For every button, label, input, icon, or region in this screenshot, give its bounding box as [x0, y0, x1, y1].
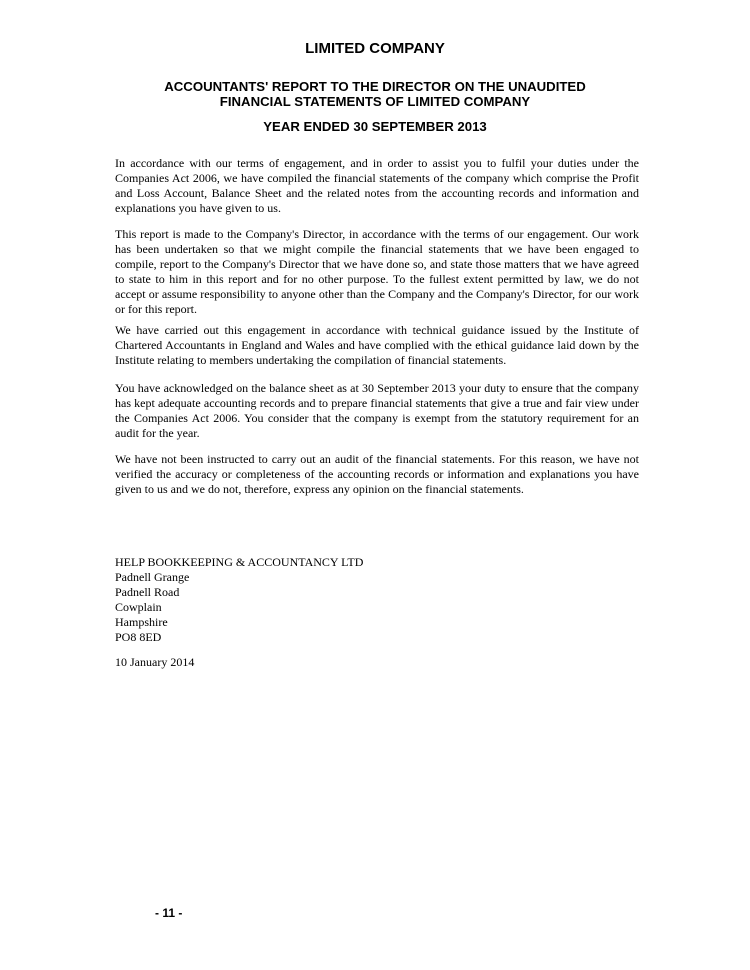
- paragraph-acknowledgement: You have acknowledged on the balance sheet as at 30 September 2013 your duty to ensure that the company has kept adequate accounting records and to prepare financial statements that give a true and fair view under the Companies Act 2006. You consider that the company is exempt from the statutory requirement for an audit for the year.: [115, 381, 639, 440]
- page-number: - 11 -: [155, 906, 183, 920]
- address-line: Hampshire: [115, 615, 168, 629]
- paragraph-no-audit: We have not been instructed to carry out an audit of the financial statements. For this reason, we have not verified the accuracy or completeness of the accounting records or information and explanations you have given to us and we do not, therefore, express any opinion on the financial statements.: [115, 452, 639, 496]
- paragraph-engagement: In accordance with our terms of engagement, and in order to assist you to fulfil your duties under the Companies Act 2006, we have compiled the financial statements of the company which comprise the Profit and Loss Account, Balance Sheet and the related notes from the accounting records and information and explanations you have given to us.: [115, 156, 639, 215]
- period-heading: YEAR ENDED 30 SEPTEMBER 2013: [263, 119, 487, 134]
- address-postcode: PO8 8ED: [115, 630, 162, 644]
- address-line: Padnell Road: [115, 585, 180, 599]
- report-date: 10 January 2014: [115, 655, 195, 669]
- paragraph-report-purpose: This report is made to the Company's Director, in accordance with the terms of our engagement. Our work has been undertaken so that we might compile the financial statements that we have been engaged to compile, report to the Company's Director that we have done so, and state those matters that we have agreed to state to him in this report and for no other purpose. To the fullest extent permitted by law, we do not accept or assume responsibility to anyone other than the Company and the Company's Director, for our work or for this report.: [115, 227, 639, 316]
- address-line: Padnell Grange: [115, 570, 190, 584]
- firm-name: HELP BOOKKEEPING & ACCOUNTANCY LTD: [115, 555, 364, 569]
- report-title: [0, 79, 750, 109]
- address-line: Cowplain: [115, 600, 162, 614]
- paragraph-technical-guidance: We have carried out this engagement in accordance with technical guidance issued by the Institute of Chartered Accountants in England and Wales and have complied with the ethical guidance laid down by the Institute relating to members undertaking the compilation of financial statements.: [115, 323, 639, 367]
- report-title-line-2: FINANCIAL STATEMENTS OF LIMITED COMPANY: [219, 94, 531, 109]
- report-title-line-1: ACCOUNTANTS' REPORT TO THE DIRECTOR ON THE UNAUDITED: [164, 79, 586, 94]
- accountant-address-block: [115, 555, 363, 645]
- company-title: LIMITED COMPANY: [305, 40, 445, 57]
